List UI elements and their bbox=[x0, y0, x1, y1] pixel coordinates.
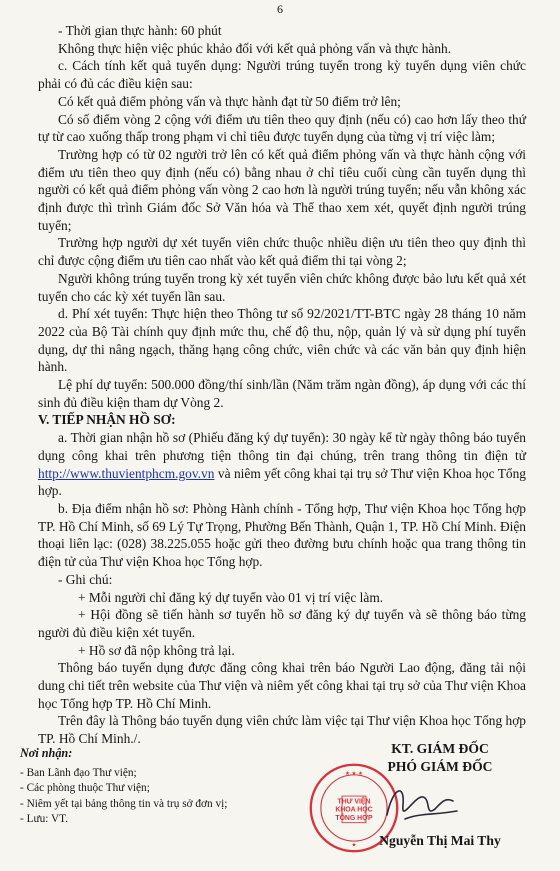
note-item: + Hội đồng sẽ tiến hành sơ tuyển hồ sơ đăng ký dự tuyển và sẽ thông báo từng người đủ điều kiện xét tuyển. bbox=[38, 607, 526, 640]
svg-text:THƯ VIỆN: THƯ VIỆN bbox=[337, 798, 371, 806]
handwritten-signature bbox=[375, 775, 465, 835]
paragraph: Có số điểm vòng 2 cộng với điểm ưu tiên theo quy định (nếu có) cao hơn lấy theo thứ tự từ cao xuống thấp trong phạm vi chỉ tiêu được tuyển dụng của từng vị trí việc làm; bbox=[38, 111, 526, 145]
website-link[interactable]: http://www.thuvientphcm.gov.vn bbox=[38, 465, 215, 481]
paragraph: c. Cách tính kết quả tuyển dụng: Người trúng tuyển trong kỳ tuyển dụng viên chức phải có đủ các điều kiện sau: bbox=[38, 58, 526, 92]
paragraph: d. Phí xét tuyển: Thực hiện theo Thông tư số 92/2021/TT-BTC ngày 28 tháng 10 năm 2022 của Bộ Tài chính quy định mức thu, chế độ thu, nộp, quản lý và sử dụng phí tuyển dụng, dự thi nâng ngạch, thăng hạng công chức, viên chức và các văn bản quy định hiện hành. bbox=[38, 306, 526, 375]
notes-title: - Ghi chú: bbox=[58, 571, 113, 587]
note-item: + Hồ sơ đã nộp không trả lại. bbox=[78, 642, 235, 658]
svg-text:TỔNG HỢP: TỔNG HỢP bbox=[335, 814, 373, 822]
paragraph: Lệ phí dự tuyển: 500.000 đồng/thí sinh/lần (Năm trăm ngàn đồng), áp dụng với các thí sinh đủ điều kiện tham dự Vòng 2. bbox=[38, 377, 526, 410]
recipient-item: - Ban Lãnh đạo Thư viện; bbox=[20, 766, 137, 779]
paragraph: Trường hợp có từ 02 người trở lên có kết quả điểm phỏng vấn và thực hành cộng với điểm ưu tiên theo quy định (nếu có) bằng nhau ở chỉ tiêu cuối cùng cần tuyển dụng thì người có kết quả điểm phỏng vấn vòng 2 cao hơn là người trúng tuyển; nếu vẫn không xác định được thì trình Giám đốc Sở Văn hóa và Thể thao xem xét, quyết định người trúng tuyển; bbox=[38, 146, 526, 233]
recipient-item: - Niêm yết tại bảng thông tin và trụ sở đơn vị; bbox=[20, 797, 228, 810]
signature-position: PHÓ GIÁM ĐỐC bbox=[387, 759, 493, 774]
closing-paragraph: Thông báo tuyển dụng được đăng công khai trên báo Người Lao động, đăng tải nội dung chi tiết trên website của Thư viện và niêm yết công khai tại trụ sở của Thư viện Khoa học Tổng hợp TP. Hồ Chí Minh. bbox=[38, 660, 526, 711]
recipient-item: - Lưu: VT. bbox=[20, 813, 69, 826]
text-span: a. Thời gian nhận hồ sơ (Phiếu đăng ký dự tuyển): 30 ngày kể từ ngày thông báo tuyển dụng công khai trên phương tiện thông tin đại chúng, trên trang thông tin điện tử bbox=[38, 430, 526, 463]
recipient-item: - Các phòng thuộc Thư viện; bbox=[20, 782, 150, 795]
paragraph-receipt-location: b. Địa điểm nhận hồ sơ: Phòng Hành chính - Tổng hợp, Thư viện Khoa học Tổng hợp TP. Hồ Chí Minh, số 69 Lý Tự Trọng, Phường Bến Thành, Quận 1, TP. Hồ Chí Minh. Điện thoại liên lạc: (028) 38.225.055 hoặc gửi theo đường bưu chính hoặc qua trang thông tin điện tử của Thư viện Khoa học Tổng hợp. bbox=[38, 500, 526, 570]
svg-text:★ ★ ★: ★ ★ ★ bbox=[345, 770, 363, 777]
signer-name: Nguyễn Thị Mai Thy bbox=[379, 833, 501, 848]
svg-text:★: ★ bbox=[351, 842, 357, 849]
paragraph: - Thời gian thực hành: 60 phút bbox=[58, 23, 222, 38]
text-span: và niêm yết công khai tại trụ sở Thư viện Khoa học Tổng hợp. bbox=[38, 465, 526, 499]
page-number: 6 bbox=[277, 2, 283, 16]
svg-text:KHOA HỌC: KHOA HỌC bbox=[335, 806, 373, 814]
paragraph-receipt-time bbox=[38, 429, 526, 500]
paragraph: Không thực hiện việc phúc khảo đối với kết quả phỏng vấn và thực hành. bbox=[58, 40, 452, 56]
recipients-title: Nơi nhận: bbox=[20, 746, 73, 760]
recipients-block bbox=[20, 746, 320, 828]
paragraph: Người không trúng tuyển trong kỳ xét tuyển viên chức không được bảo lưu kết quả xét tuyển cho các kỳ xét tuyển lần sau. bbox=[38, 270, 526, 304]
closing-paragraph: Trên đây là Thông báo tuyển dụng viên chức làm việc tại Thư viện Khoa học Tổng hợp TP. Hồ Chí Minh./. bbox=[38, 713, 526, 747]
paragraph: Trường hợp người dự xét tuyển viên chức thuộc nhiều diện ưu tiên theo quy định thì chỉ được cộng điểm ưu tiên cao nhất vào kết quả điểm thi tại vòng 2; bbox=[38, 235, 526, 269]
signature-title: KT. GIÁM ĐỐC bbox=[391, 741, 489, 756]
section-heading: V. TIẾP NHẬN HỒ SƠ: bbox=[38, 412, 176, 428]
paragraph: Có kết quả điểm phỏng vấn và thực hành đạt từ 50 điểm trở lên; bbox=[58, 93, 401, 109]
note-item: + Mỗi người chỉ đăng ký dự tuyển vào 01 vị trí việc làm. bbox=[78, 589, 384, 605]
document-body bbox=[38, 22, 526, 748]
